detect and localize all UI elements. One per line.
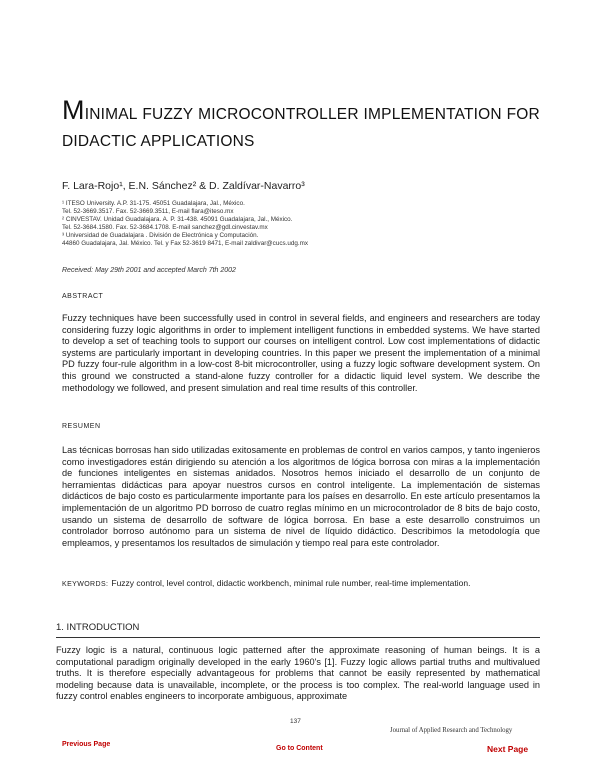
affiliations <box>62 200 308 249</box>
abstract-heading: ABSTRACT <box>62 293 104 300</box>
section-divider <box>56 637 540 638</box>
abstract-text: Fuzzy techniques have been successfully used in control in several fields, and engineers and researchers are today considering fuzzy logic algorithms in order to implement intelligent functions in embedded systems. We have started to develop a set of teaching tools to support our courses on intelligent control. Low cost implementations of didactic systems are particularly important in developing countries. In this paper we present the implementation of a minimal PD fuzzy four-rule algorithm in a low-cost 8-bit microcontroller, using a fuzzy logic software development system. On this ground we constructed a stand-alone fuzzy controller for a didactic liquid level system. We describe the methodology we followed, and present simulation and real time results of this controller. <box>62 313 540 393</box>
paper-title <box>62 95 562 155</box>
next-page-link[interactable]: Next Page <box>487 744 529 754</box>
journal-name: Journal of Applied Research and Technology <box>390 727 513 734</box>
affiliation-line: ¹ ITESO University. A.P. 31-175. 45051 Guadalajara, Jal., México. <box>62 200 245 207</box>
title-word: MICROCONTROLLER <box>198 106 359 123</box>
keywords <box>62 578 470 588</box>
affiliation-line: Tel. 52-3684.1580. Fax. 52-3684.1708. E-mail sanchez@gdl.cinvestav.mx <box>62 224 268 232</box>
authors: F. Lara-Rojo¹, E.N. Sánchez² & D. Zaldívar-Navarro³ <box>62 180 305 192</box>
title-initial: M <box>62 95 85 125</box>
keywords-text: Fuzzy control, level control, didactic workbench, minimal rule number, real-time implementation. <box>111 578 471 588</box>
received-date: Received: May 29th 2001 and accepted March 7th 2002 <box>62 267 236 274</box>
title-word: IMPLEMENTATION <box>363 106 502 123</box>
affiliation-line: ³ Universidad de Guadalajara . División de Electrónica y Computación. <box>62 232 259 240</box>
title-line-2: DIDACTIC APPLICATIONS <box>62 133 255 150</box>
title-word: MINIMAL <box>62 95 138 125</box>
page-number: 137 <box>290 718 301 725</box>
previous-page-link[interactable]: Previous Page <box>62 741 111 748</box>
keywords-label: KEYWORDS: <box>62 581 109 588</box>
go-to-content-link[interactable]: Go to Content <box>276 745 323 752</box>
title-word: FUZZY <box>142 106 194 123</box>
resumen-text: Las técnicas borrosas han sido utilizadas exitosamente en problemas de control en varios campos, y tanto ingenieros como investigadores están dirigiendo su atención a los algoritmos de lógica borrosa con miras a la implementación de funciones inteligentes en sistemas anidados. Nosotros hemos iniciado el desarrollo de un conjunto de herramientas didácticas para apoyar nuestros cursos en control inteligente. La implementación de sistemas didácticos de bajo costo es particularmente importante para los países en desarrollo. En este artículo presentamos la implementación de un algoritmo PD borroso de cuatro reglas mínimo en un microcontrolador de 8 bits de bajo costo, usando un sistema de desarrollo de software de lógica borrosa. En base a este desarrollo construimos un controlador borroso autónomo para un sistema de nivel de líquido didáctico. Describimos la metodología que empleamos, y presentamos los resultados de simulación y tiempo real para este controlador. <box>62 445 541 548</box>
affiliation-line: ² CINVESTAV. Unidad Guadalajara. A. P. 31-438. 45091 Guadalajara, Jal., México. <box>62 216 293 224</box>
title-line-1 <box>62 95 540 128</box>
affiliation-line: 44860 Guadalajara, Jal. México. Tel. y Fax 52-3619 8471, E-mail zaldivar@cucs.udg.mx <box>62 240 309 248</box>
introduction-text: Fuzzy logic is a natural, continuous logic patterned after the approximate reasoning of human beings. It is a computational paradigm originally developed in the early 1960's [1]. Fuzzy logic allows partial truths and multivalued truths. It is therefore especially advantageous for problems that cannot be easily represented by mathematical modeling because data is unavailable, incomplete, or the process is too complex. The real-world language used in fuzzy control enables engineers to incorporate ambiguous, approximate <box>56 645 540 702</box>
title-word: FOR <box>506 106 540 123</box>
resumen-heading: RESUMEN <box>62 423 101 430</box>
affiliation-line: Tel. 52-3669.3517. Fax. 52-3669.3511, E-mail flara@iteso.mx <box>62 208 234 216</box>
section-heading-introduction: 1. INTRODUCTION <box>56 622 140 633</box>
